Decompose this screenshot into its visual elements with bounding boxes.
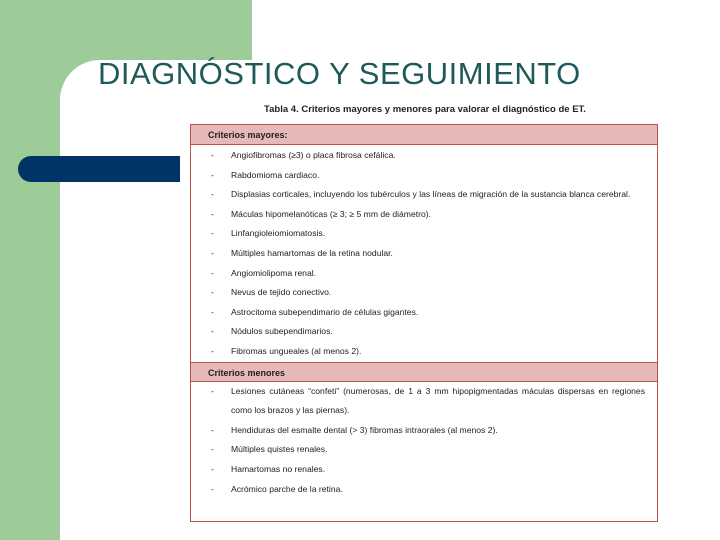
bullet-dash: - [211,267,214,278]
criterion-text: Lesiones cutáneas “confeti” (numerosas, de 1 a 3 mm hipopigmentadas máculas dispersas en regiones como los brazos y las piernas). [231,385,645,416]
list-item [191,146,657,166]
list-item [191,480,657,500]
bullet-dash: - [211,189,214,200]
slide-title: DIAGNÓSTICO Y SEGUIMIENTO [98,56,581,91]
bullet-dash: - [211,169,214,180]
list-item [191,460,657,480]
list-item [191,224,657,244]
bullet-dash: - [211,345,214,356]
list-item [191,264,657,284]
bullet-dash: - [211,463,214,474]
criterion-text: Máculas hipomelanóticas (≥ 3; ≥ 5 mm de diámetro). [231,208,432,219]
criterion-text: Nevus de tejido conectivo. [231,287,332,298]
bullet-dash: - [211,444,214,455]
criterion-text: Hamartomas no renales. [231,463,326,474]
criterion-text: Fibromas ungueales (al menos 2). [231,345,362,356]
table-caption: Tabla 4. Criterios mayores y menores para valorar el diagnóstico de ET. [264,104,586,115]
bullet-dash: - [211,483,214,494]
list-item [191,322,657,342]
minor-criteria-list [191,382,657,500]
bullet-dash: - [211,385,214,396]
criterion-text: Rabdomioma cardiaco. [231,169,320,180]
list-item [191,205,657,225]
criterion-text: Linfangioleiomiomatosis. [231,228,326,239]
bullet-dash: - [211,306,214,317]
list-item [191,166,657,186]
bullet-dash: - [211,208,214,219]
criterion-text: Nódulos subependimarios. [231,326,333,337]
criterion-text: Hendiduras del esmalte dental (> 3) fibromas intraorales (al menos 2). [231,424,498,435]
list-item [191,421,657,441]
bullet-dash: - [211,326,214,337]
bullet-dash: - [211,228,214,239]
criterion-text: Angiomiolipoma renal. [231,267,317,278]
list-item [191,185,657,205]
bullet-dash: - [211,150,214,160]
list-item [191,244,657,264]
major-criteria-list [191,145,657,362]
major-criteria-header: Criterios mayores: [191,125,657,145]
criterion-text: Acrómico parche de la retina. [231,483,343,494]
criterion-text: Astrocitoma subependimario de células gigantes. [231,306,419,317]
list-item [191,283,657,303]
list-item [191,342,657,362]
minor-criteria-header: Criterios menores [191,362,657,382]
criterion-text: Múltiples hamartomas de la retina nodular. [231,247,393,258]
criterion-text: Displasias corticales, incluyendo los tubérculos y las líneas de migración de la sustancia blanca cerebral. [231,189,631,200]
list-item [191,382,657,421]
list-item [191,303,657,323]
bullet-dash: - [211,287,214,298]
bullet-dash: - [211,424,214,435]
bullet-dash: - [211,247,214,258]
criterion-text: Múltiples quistes renales. [231,444,328,455]
accent-bar [18,156,180,182]
list-item [191,440,657,460]
criterion-text: Angiofibromas (≥3) o placa fibrosa cefálica. [231,150,396,160]
criteria-table [190,124,658,522]
